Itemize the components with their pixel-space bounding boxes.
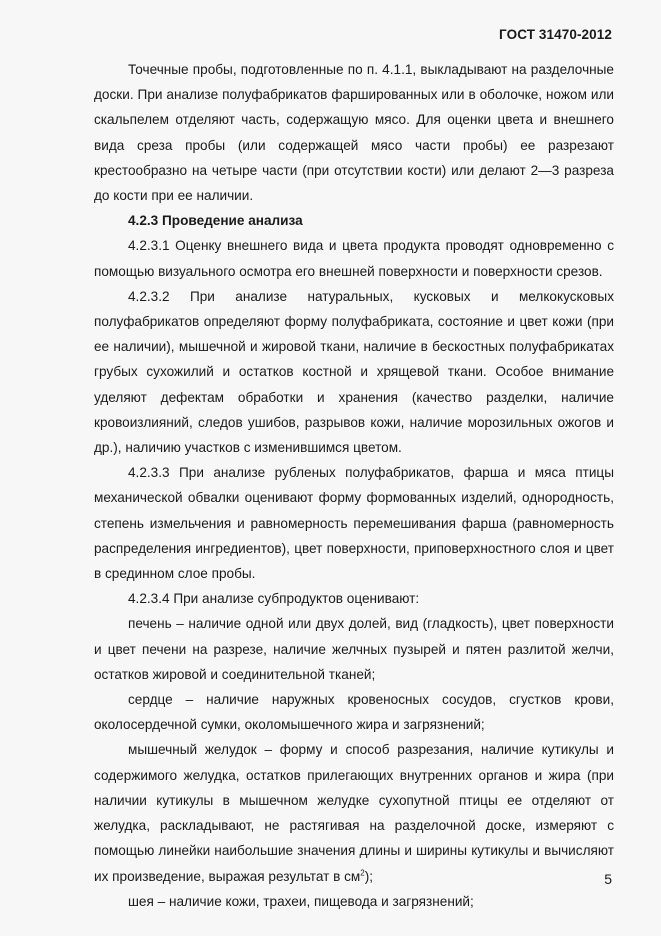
- gizzard-text-end: );: [364, 868, 374, 884]
- superscript: 2: [360, 867, 365, 877]
- paragraph-4-2-3-3: 4.2.3.3 При анализе рубленых полуфабрикатов, фарша и мяса птицы механической обвалки оценивают форму формованных изделий, однородность, степень измельчения и равномерность перемешивания фарша (равномерность распределения ингредиентов), цвет поверхности, приповерхностного слоя и цвет в срединном слое пробы.: [94, 465, 614, 582]
- page-number: 5: [604, 871, 612, 887]
- paragraph-4-2-3-2: 4.2.3.2 При анализе натуральных, кусковых и мелкокусковых полуфабрикатов определяют форму полуфабриката, состояние и цвет кожи (при ее наличии), мышечной и жировой ткани, наличие в бескостных полуфабрикатах грубых сухожилий и остатков костной и хрящевой ткани. Особое внимание уделяют дефектам обработки и хранения (качество разделки, наличие кровоизлияний, следов ушибов, разрывов кожи, наличие морозильных ожогов и др.), наличию участков с изменившимся цветом.: [94, 288, 614, 456]
- page-body: [94, 57, 614, 914]
- list-item-liver: печень – наличие одной или двух долей, вид (гладкость), цвет поверхности и цвет печени на разрезе, наличие желчных пузырей и пятен разлитой желчи, остатков жировой и соединительной тканей;: [94, 616, 614, 682]
- list-item-neck: шея – наличие кожи, трахеи, пищевода и загрязнений;: [128, 893, 474, 909]
- document-standard-id: ГОСТ 31470-2012: [499, 27, 612, 42]
- paragraph-4-2-3-4: 4.2.3.4 При анализе субпродуктов оценивают:: [128, 591, 420, 607]
- intro-paragraph: Точечные пробы, подготовленные по п. 4.1.1, выкладывают на разделочные доски. При анализе полуфабрикатов фаршированных или в оболочке, ножом или скальпелем отделяют часть, содержащую мясо. Для оценки цвета и внешнего вида среза пробы (или содержащей мясо части пробы) ее разрезают крестообразно на четыре части (при отсутствии кости) или делают 2—3 разреза до кости при ее наличии.: [94, 62, 614, 204]
- list-item-gizzard: [94, 737, 614, 888]
- list-item-heart: сердце – наличие наружных кровеносных сосудов, сгустков крови, околосердечной сумки, околомышечного жира и загрязнений;: [94, 692, 614, 733]
- paragraph-4-2-3-1: 4.2.3.1 Оценку внешнего вида и цвета продукта проводят одновременно с помощью визуального осмотра его внешней поверхности и поверхности срезов.: [94, 238, 614, 279]
- gizzard-text: мышечный желудок – форму и способ разрезания, наличие кутикулы и содержимого желудка, остатков прилегающих внутренних органов и жира (при наличии кутикулы в мышечном желудке сухопутной птицы ее отделяют от желудка, раскладывают, не растягивая на разделочной доске, измеряют с помощью линейки наибольшие значения длины и ширины кутикулы и вычисляют их произведение, выражая результат в см: [94, 742, 614, 884]
- section-heading: 4.2.3 Проведение анализа: [128, 213, 303, 229]
